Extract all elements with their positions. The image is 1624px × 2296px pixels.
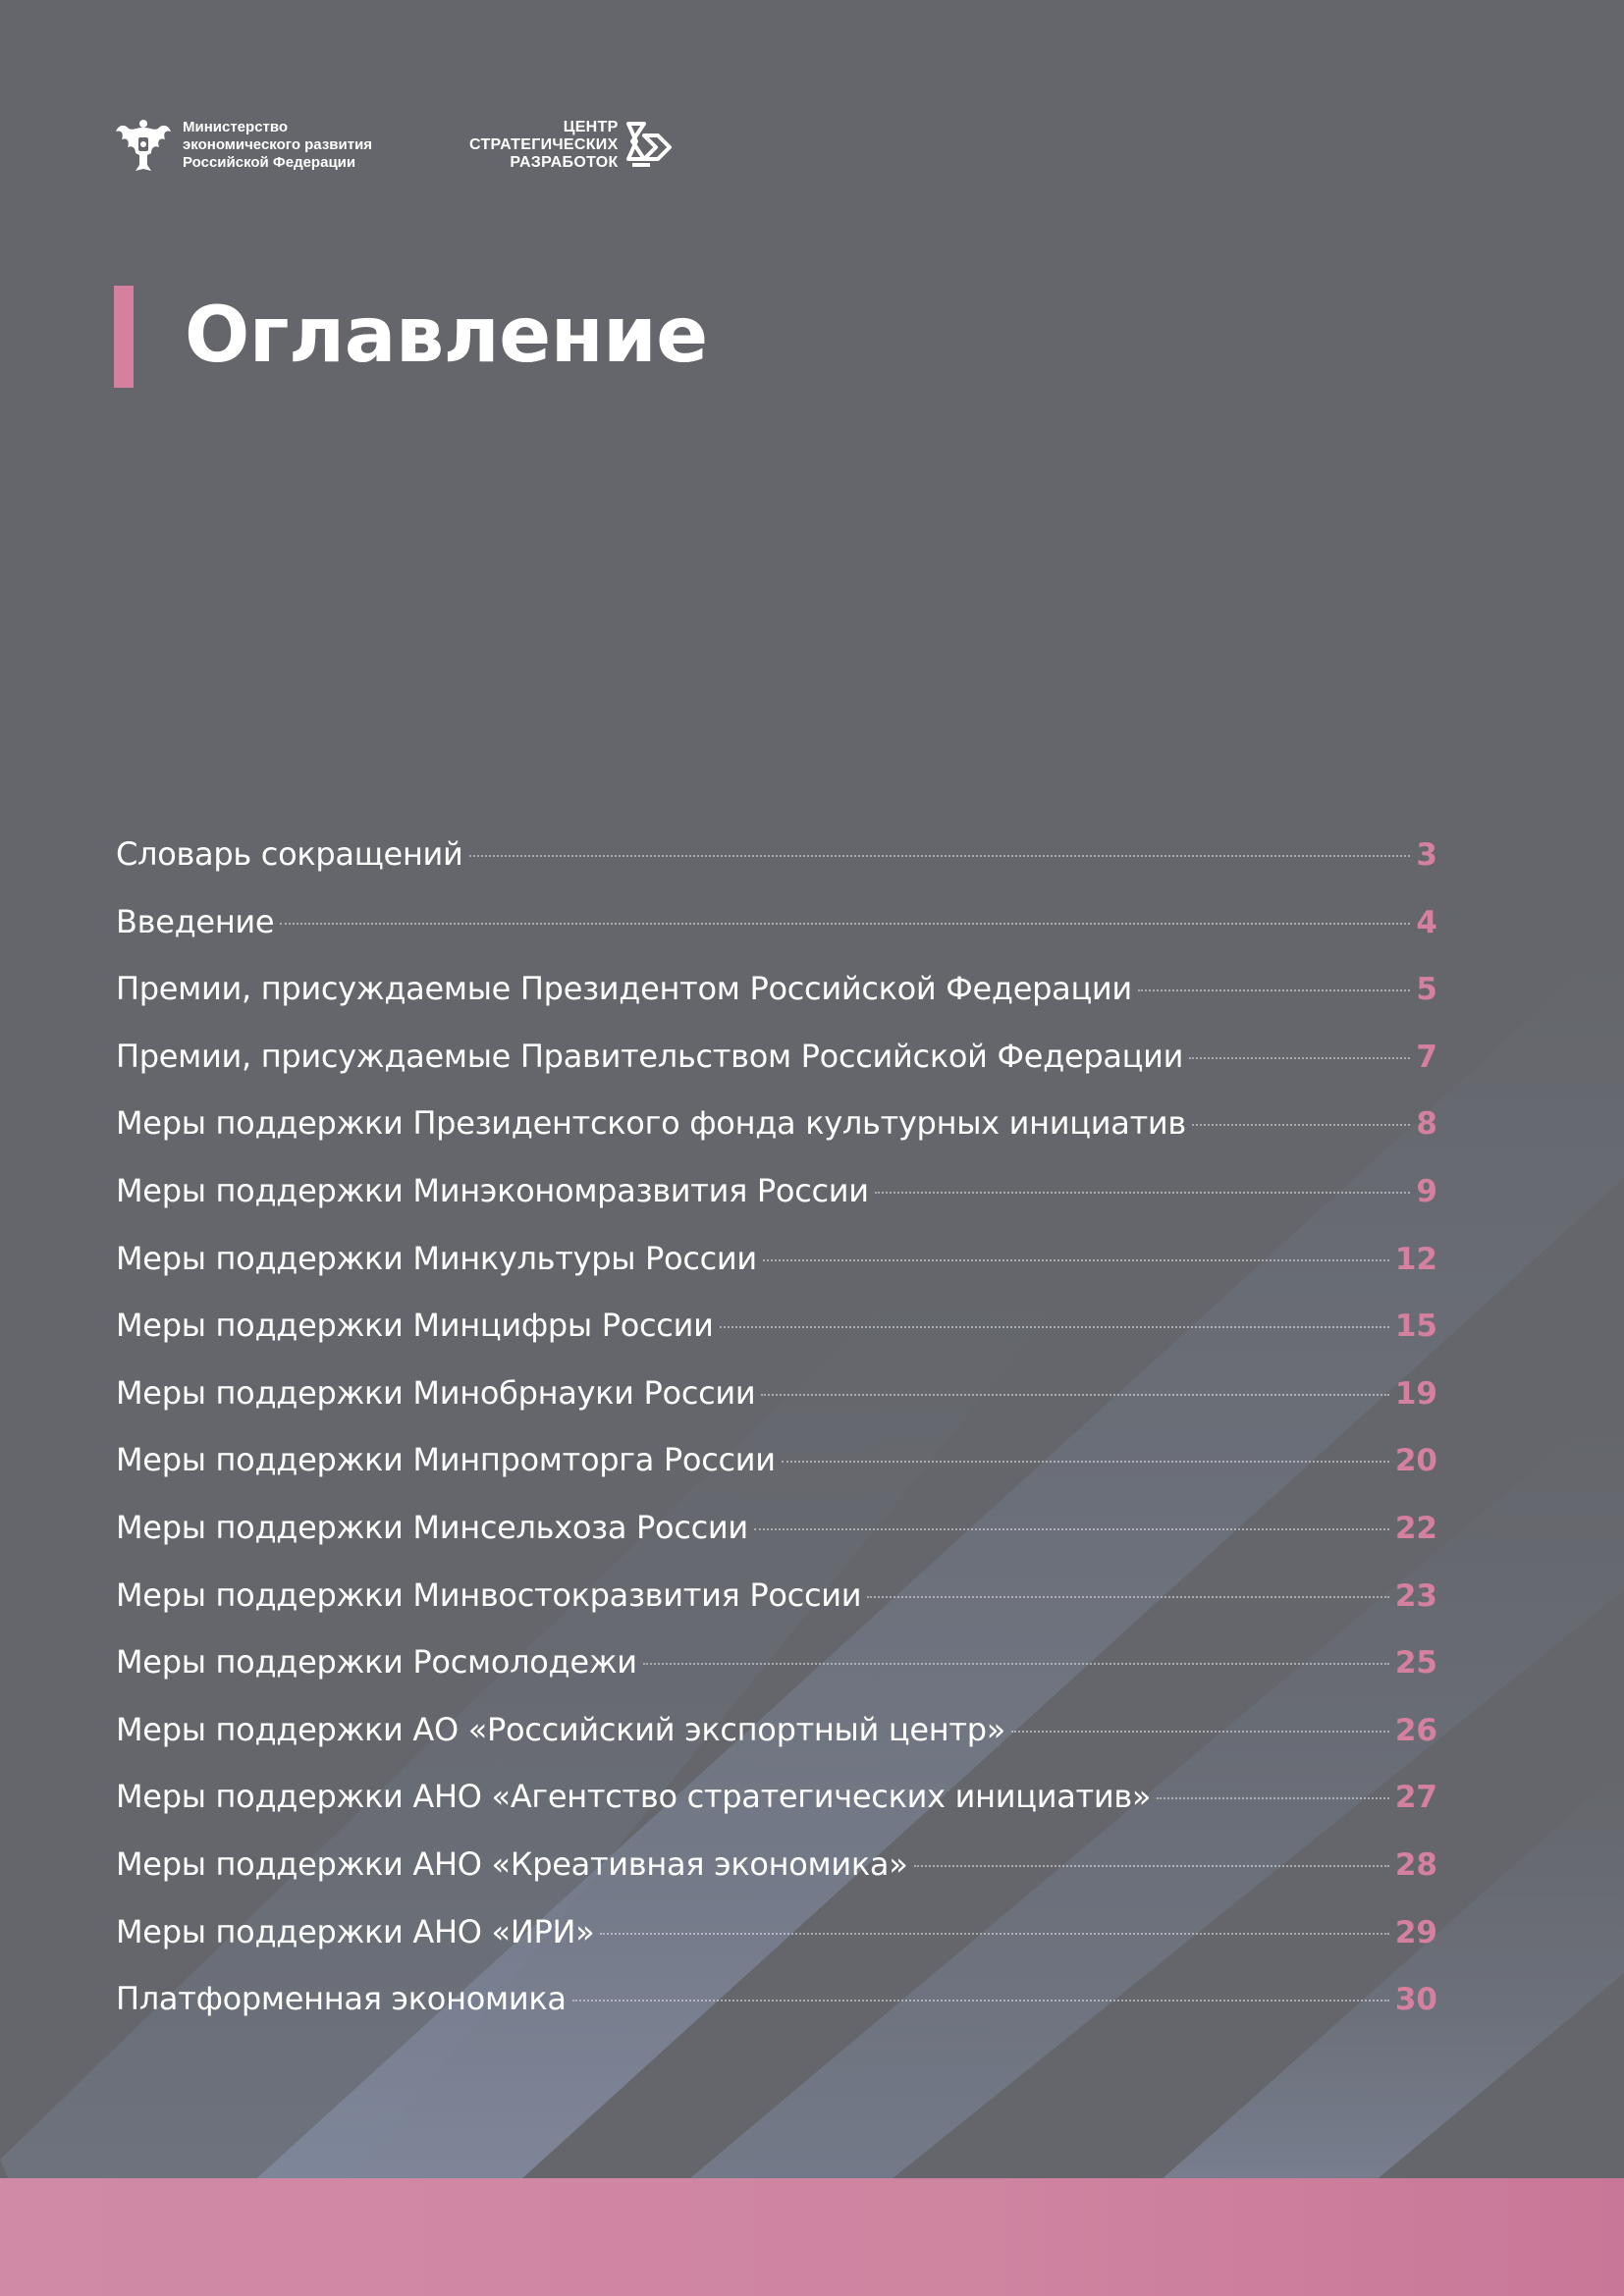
toc-item-page: 12 (1394, 1241, 1437, 1277)
toc-item-label: Меры поддержки АНО «Креативная экономика» (116, 1844, 908, 1883)
toc-item[interactable] (116, 1027, 1437, 1095)
toc-item-page: 27 (1394, 1780, 1437, 1816)
toc-item-page: 22 (1394, 1510, 1437, 1546)
toc-item-page: 3 (1416, 837, 1437, 873)
toc-item[interactable] (116, 1969, 1437, 2037)
ministry-line: экономического развития (183, 136, 373, 153)
toc-item[interactable] (116, 1296, 1437, 1363)
ministry-line: Российской Федерации (183, 154, 356, 171)
toc-item-page: 15 (1394, 1308, 1437, 1345)
toc-leader-dots (875, 1192, 1411, 1194)
toc-leader-dots (1189, 1057, 1410, 1059)
toc-item[interactable] (116, 1700, 1437, 1768)
csr-name (469, 119, 619, 172)
toc-item-page: 26 (1394, 1712, 1437, 1748)
title-accent-bar (114, 286, 134, 388)
ministry-name (183, 119, 372, 172)
toc-item-label: Меры поддержки Росмолодежи (116, 1643, 637, 1682)
toc-item[interactable] (116, 1229, 1437, 1297)
toc-item[interactable] (116, 825, 1437, 892)
toc-item-page: 25 (1394, 1645, 1437, 1682)
toc-item-page: 5 (1416, 972, 1437, 1008)
toc-leader-dots (572, 2000, 1389, 2002)
toc-item-page: 20 (1394, 1443, 1437, 1479)
toc-item[interactable] (116, 959, 1437, 1027)
header (114, 116, 619, 175)
toc-leader-dots (1157, 1797, 1389, 1799)
toc-item-label: Меры поддержки АНО «Агентство стратегических инициатив» (116, 1778, 1152, 1816)
toc-item-label: Меры поддержки АО «Российский экспортный центр» (116, 1710, 1006, 1748)
double-headed-eagle-icon (114, 116, 173, 175)
ministry-logo (114, 116, 372, 175)
toc-leader-dots (280, 923, 1410, 925)
toc-item-page: 4 (1416, 904, 1437, 940)
toc-item-label: Меры поддержки АНО «ИРИ» (116, 1912, 595, 1950)
toc-item-label: Введение (116, 902, 275, 940)
toc-leader-dots (643, 1663, 1389, 1665)
toc-item-page: 28 (1394, 1846, 1437, 1883)
toc-item[interactable] (116, 1498, 1437, 1566)
ministry-line: Министерство (183, 119, 289, 135)
toc-leader-dots (763, 1259, 1389, 1261)
toc-item[interactable] (116, 1363, 1437, 1431)
toc-leader-dots (761, 1394, 1388, 1396)
page-title: Оглавление (185, 292, 708, 380)
toc-item[interactable] (116, 1094, 1437, 1161)
toc-item-page: 7 (1416, 1039, 1437, 1075)
toc-item-page: 8 (1416, 1106, 1437, 1143)
toc-item[interactable] (116, 1902, 1437, 1970)
toc-leader-dots (914, 1865, 1389, 1867)
toc-item-label: Меры поддержки Минсельхоза России (116, 1508, 748, 1546)
csr-line: ЦЕНТР (563, 119, 619, 135)
toc-item[interactable] (116, 1566, 1437, 1633)
csr-arrow-icon (623, 116, 677, 175)
toc-item-label: Премии, присуждаемые Правительством Российской Федерации (116, 1037, 1184, 1075)
toc-leader-dots (782, 1461, 1389, 1463)
toc-leader-dots (1192, 1124, 1410, 1126)
toc-item[interactable] (116, 1430, 1437, 1498)
csr-logo (469, 116, 677, 175)
table-of-contents (116, 825, 1437, 2037)
csr-line: СТРАТЕГИЧЕСКИХ (469, 136, 619, 153)
toc-leader-dots (1011, 1731, 1389, 1733)
toc-leader-dots (469, 855, 1411, 857)
toc-leader-dots (600, 1933, 1388, 1935)
footer-band (0, 2178, 1624, 2296)
toc-item-label: Словарь сокращений (116, 835, 463, 873)
toc-item[interactable] (116, 892, 1437, 960)
toc-leader-dots (867, 1596, 1389, 1598)
toc-item[interactable] (116, 1767, 1437, 1835)
toc-item[interactable] (116, 1835, 1437, 1902)
toc-leader-dots (720, 1326, 1389, 1328)
toc-item-page: 29 (1394, 1914, 1437, 1950)
toc-item-label: Меры поддержки Минкультуры России (116, 1239, 757, 1277)
toc-item[interactable] (116, 1632, 1437, 1700)
toc-item-label: Меры поддержки Минэкономразвития России (116, 1171, 869, 1209)
toc-item-label: Меры поддержки Президентского фонда культурных инициатив (116, 1104, 1186, 1143)
toc-item-label: Премии, присуждаемые Президентом Российской Федерации (116, 970, 1132, 1008)
toc-item-label: Меры поддержки Минцифры России (116, 1307, 714, 1345)
toc-item-page: 19 (1394, 1375, 1437, 1412)
toc-item[interactable] (116, 1161, 1437, 1229)
toc-item-page: 30 (1394, 1982, 1437, 2018)
toc-item-label: Меры поддержки Минпромторга России (116, 1441, 776, 1479)
toc-item-label: Меры поддержки Минобрнауки России (116, 1373, 756, 1412)
toc-item-label: Платформенная экономика (116, 1980, 567, 2018)
toc-item-page: 9 (1416, 1173, 1437, 1209)
toc-leader-dots (1138, 989, 1410, 991)
toc-leader-dots (754, 1528, 1389, 1530)
toc-item-page: 23 (1394, 1577, 1437, 1614)
toc-item-label: Меры поддержки Минвостокразвития России (116, 1575, 862, 1614)
csr-line: РАЗРАБОТОК (510, 154, 619, 171)
